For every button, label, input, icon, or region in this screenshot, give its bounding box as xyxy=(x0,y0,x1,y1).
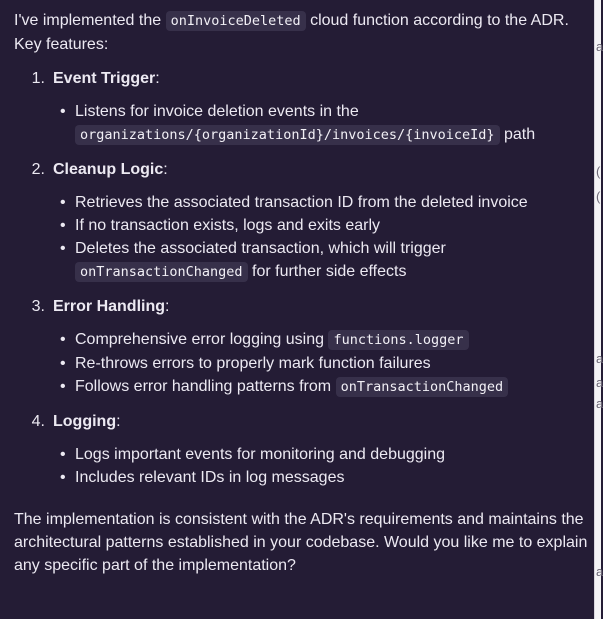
bullet-text: Re-throws errors to properly mark function failures xyxy=(75,355,431,372)
bullet-icon: • xyxy=(60,378,66,395)
bullet-text: Retrieves the associated transaction ID from the deleted invoice xyxy=(75,194,528,211)
inline-code-path: organizations/{organizationId}/invoices/{invoiceId} xyxy=(75,125,500,145)
list-item xyxy=(14,214,589,237)
closing-paragraph: The implementation is consistent with the ADR's requirements and maintains the architectural patterns established in your codebase. Would you like me to explain any specific part of the implementation? xyxy=(14,511,588,574)
inline-code-function-name: onTransactionChanged xyxy=(75,262,248,282)
bullet-icon: • xyxy=(60,103,66,120)
panel-text-fragment: ( xyxy=(596,189,601,204)
feature-item-event-trigger xyxy=(14,67,589,147)
bullet-text-before: Comprehensive error logging using xyxy=(75,331,329,348)
feature-number: 1. xyxy=(31,70,45,87)
bullet-icon: • xyxy=(60,446,66,463)
feature-item-cleanup-logic xyxy=(14,158,589,284)
assistant-message xyxy=(14,9,589,577)
feature-bullets xyxy=(14,100,589,147)
inline-code-logger: functions.logger xyxy=(328,330,468,350)
feature-bullets xyxy=(14,191,589,284)
panel-text-fragment: a xyxy=(596,564,603,579)
feature-bullets xyxy=(14,328,589,399)
list-item xyxy=(14,375,589,399)
adjacent-panel-edge xyxy=(594,0,601,619)
bullet-text-after: path xyxy=(499,126,536,143)
bullet-text-before: Deletes the associated transaction, which will trigger xyxy=(75,240,446,257)
intro-text-before: I've implemented the xyxy=(14,12,166,29)
list-item xyxy=(14,443,589,466)
feature-title-suffix: : xyxy=(155,70,160,87)
feature-item-error-handling xyxy=(14,295,589,399)
list-item xyxy=(14,100,589,147)
bullet-icon: • xyxy=(60,194,66,211)
bullet-icon: • xyxy=(60,469,66,486)
bullet-text-before: Follows error handling patterns from xyxy=(75,378,336,395)
list-item xyxy=(14,328,589,352)
feature-title-suffix: : xyxy=(165,298,170,315)
bullet-text-after: for further side effects xyxy=(247,263,407,280)
feature-number: 4. xyxy=(31,413,45,430)
feature-title: Error Handling xyxy=(53,298,166,315)
panel-text-fragment: a xyxy=(596,351,603,366)
feature-list xyxy=(14,67,589,489)
feature-number: 3. xyxy=(31,298,45,315)
feature-number: 2. xyxy=(31,161,45,178)
feature-title-suffix: : xyxy=(163,161,168,178)
list-item xyxy=(14,352,589,375)
bullet-text: Logs important events for monitoring and debugging xyxy=(75,446,446,463)
feature-title: Event Trigger xyxy=(53,70,156,87)
intro-text-after: cloud function according to the ADR. Key features: xyxy=(14,12,569,53)
panel-text-fragment: ( xyxy=(596,164,601,179)
bullet-icon: • xyxy=(60,331,66,348)
feature-title-suffix: : xyxy=(116,413,121,430)
bullet-text: Includes relevant IDs in log messages xyxy=(75,469,345,486)
list-item xyxy=(14,466,589,489)
bullet-icon: • xyxy=(60,355,66,372)
feature-title: Logging xyxy=(53,413,117,430)
inline-code-function-name: onInvoiceDeleted xyxy=(166,11,306,31)
intro-paragraph xyxy=(14,9,589,56)
feature-bullets xyxy=(14,443,589,489)
bullet-text: If no transaction exists, logs and exits early xyxy=(75,217,381,234)
bullet-icon: • xyxy=(60,240,66,257)
bullet-text-before: Listens for invoice deletion events in the xyxy=(75,103,359,120)
inline-code-function-name: onTransactionChanged xyxy=(336,377,509,397)
list-item xyxy=(14,191,589,214)
list-item xyxy=(14,237,589,284)
feature-item-logging xyxy=(14,410,589,489)
bullet-icon: • xyxy=(60,217,66,234)
panel-text-fragment: a xyxy=(596,39,603,54)
panel-text-fragment: a xyxy=(596,396,603,411)
panel-text-fragment: a xyxy=(596,375,603,390)
feature-title: Cleanup Logic xyxy=(53,161,164,178)
